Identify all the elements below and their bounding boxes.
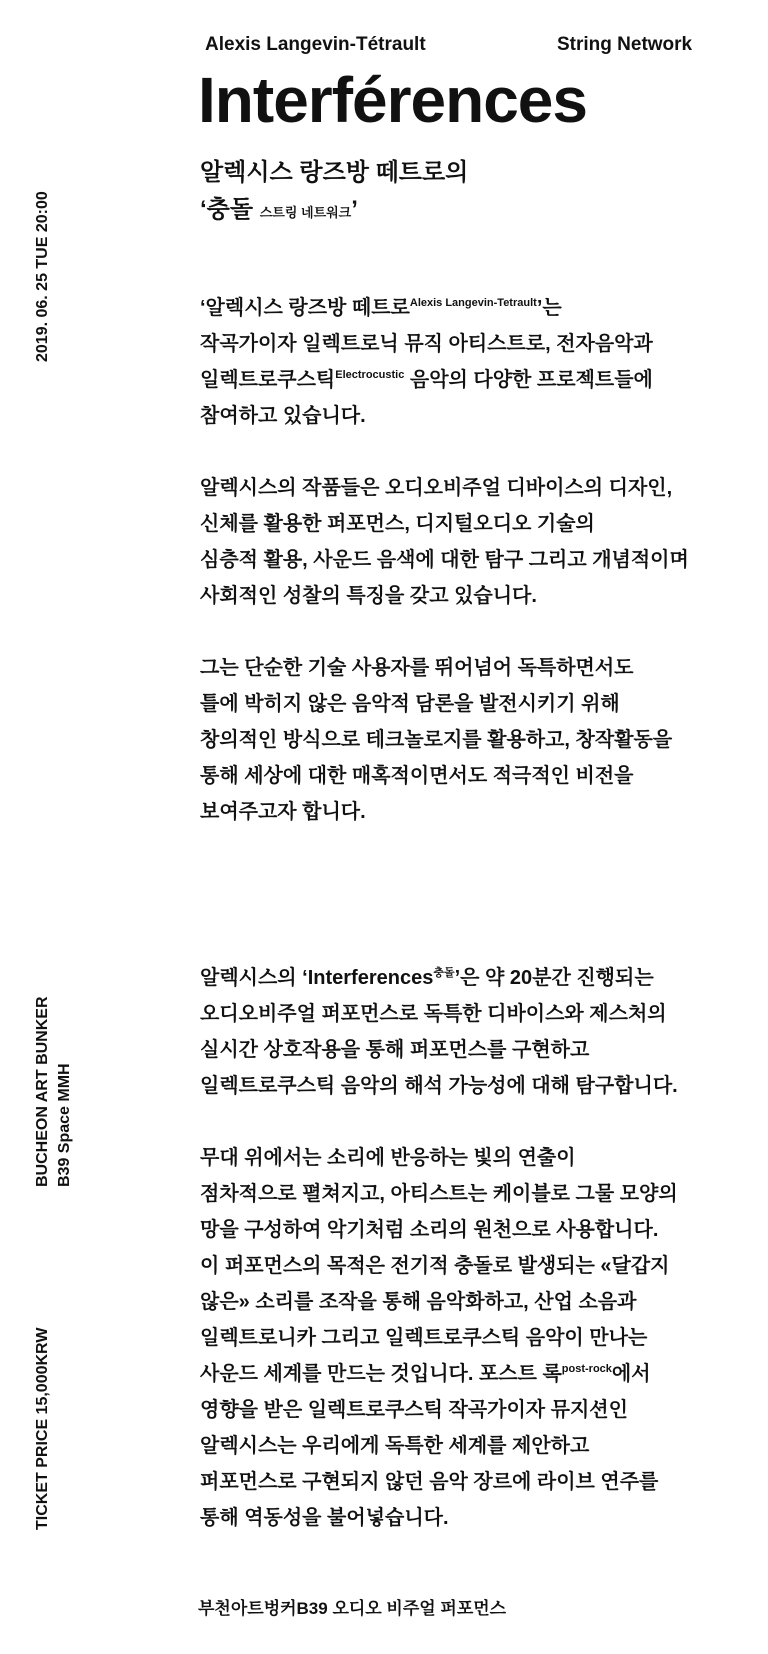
artist-name: Alexis Langevin-Tétrault bbox=[205, 34, 426, 55]
page-title: Interférences bbox=[198, 64, 587, 136]
superscript-note: 충돌 bbox=[433, 967, 455, 979]
paragraph-line bbox=[200, 960, 720, 996]
text-span: 일렉트로쿠스틱 bbox=[200, 369, 336, 391]
paragraph-line: 일렉트로쿠스틱 음악의 해석 가능성에 대해 탐구합니다. bbox=[200, 1075, 678, 1097]
paragraph-line: 점차적으로 펼쳐지고, 아티스트는 케이블로 그물 모양의 bbox=[200, 1183, 678, 1205]
korean-title: 알렉시스 랑즈방 떼트로의 bbox=[200, 159, 469, 186]
superscript-note: post-rock bbox=[561, 1363, 612, 1375]
text-span: ’는 bbox=[536, 297, 562, 319]
text-span: 에서 bbox=[611, 1363, 651, 1385]
paragraph-line: 보여주고자 합니다. bbox=[200, 801, 366, 823]
venue bbox=[32, 996, 76, 1187]
venue-line-2: B39 Space MMH bbox=[56, 1063, 73, 1187]
superscript-note: Electrocustic bbox=[335, 369, 405, 381]
paragraph-line bbox=[200, 1356, 720, 1392]
superscript-note: Alexis Langevin-Tetrault bbox=[409, 297, 537, 309]
paragraph-line: 신체를 활용한 퍼포먼스, 디지털오디오 기술의 bbox=[200, 513, 595, 535]
ticket-price: TICKET PRICE 15,000KRW bbox=[34, 1327, 51, 1530]
works-paragraph bbox=[200, 470, 720, 614]
performance-paragraph bbox=[200, 960, 720, 1104]
paragraph-line: 사회적인 성찰의 특징을 갖고 있습니다. bbox=[200, 585, 537, 607]
paragraph-line: 무대 위에서는 소리에 반응하는 빛의 연출이 bbox=[200, 1147, 576, 1169]
korean-subtitle-small: 스트링 네트워크 bbox=[259, 205, 352, 220]
paragraph-line: 작곡가이자 일렉트로닉 뮤직 아티스트로, 전자음악과 bbox=[200, 333, 653, 355]
paragraph-line: 창의적인 방식으로 테크놀로지를 활용하고, 창작활동을 bbox=[200, 729, 673, 751]
korean-subtitle bbox=[200, 194, 358, 229]
event-date: 2019. 06. 25 TUE 20:00 bbox=[34, 191, 51, 362]
paragraph-line: 영향을 받은 일렉트로쿠스틱 작곡가이자 뮤지션인 bbox=[200, 1399, 628, 1421]
vision-paragraph bbox=[200, 650, 720, 830]
text-span: ’은 약 20분간 진행되는 bbox=[454, 967, 654, 989]
paragraph-line: 일렉트로니카 그리고 일렉트로쿠스틱 음악이 만나는 bbox=[200, 1327, 648, 1349]
paragraph-line: 알렉시스의 작품들은 오디오비주얼 디바이스의 디자인, bbox=[200, 477, 673, 499]
footer-text: 부천아트벙커B39 오디오 비주얼 퍼포먼스 bbox=[198, 1599, 507, 1618]
paragraph-line: 알렉시스는 우리에게 독특한 세계를 제안하고 bbox=[200, 1435, 590, 1457]
paragraph-line: 참여하고 있습니다. bbox=[200, 405, 366, 427]
paragraph-line: 이 퍼포먼스의 목적은 전기적 충돌로 발생되는 «달갑지 bbox=[200, 1255, 670, 1277]
paragraph-line: 실시간 상호작용을 통해 퍼포먼스를 구현하고 bbox=[200, 1039, 590, 1061]
paragraph-line: 통해 세상에 대한 매혹적이면서도 적극적인 비전을 bbox=[200, 765, 634, 787]
paragraph-line: 오디오비주얼 퍼포먼스로 독특한 디바이스와 제스처의 bbox=[200, 1003, 667, 1025]
korean-subtitle-end: ’ bbox=[351, 196, 358, 223]
paragraph-line: 그는 단순한 기술 사용자를 뛰어넘어 독특하면서도 bbox=[200, 657, 634, 679]
venue-line-1: BUCHEON ART BUNKER bbox=[34, 996, 51, 1187]
paragraph-line: 틀에 박히지 않은 음악적 담론을 발전시키기 위해 bbox=[200, 693, 620, 715]
text-span: ‘알렉시스 랑즈방 떼트로 bbox=[200, 297, 410, 319]
intro-paragraph bbox=[200, 290, 720, 434]
paragraph-line: 않은» 소리를 조작을 통해 음악화하고, 산업 소음과 bbox=[200, 1291, 637, 1313]
korean-subtitle-main: ‘충돌 bbox=[200, 196, 254, 223]
paragraph-line bbox=[200, 290, 720, 326]
text-span: 사운드 세계를 만드는 것입니다. 포스트 록 bbox=[200, 1363, 562, 1385]
paragraph-line: 통해 역동성을 불어넣습니다. bbox=[200, 1507, 449, 1529]
stage-paragraph bbox=[200, 1140, 720, 1536]
project-name: String Network bbox=[557, 34, 693, 55]
paragraph-line: 심층적 활용, 사운드 음색에 대한 탐구 그리고 개념적이며 bbox=[200, 549, 689, 571]
text-span: 알렉시스의 ‘Interferences bbox=[200, 967, 434, 989]
paragraph-line bbox=[200, 362, 720, 398]
paragraph-line: 망을 구성하여 악기처럼 소리의 원천으로 사용합니다. bbox=[200, 1219, 659, 1241]
text-span: 음악의 다양한 프로젝트들에 bbox=[404, 369, 653, 391]
paragraph-line: 퍼포먼스로 구현되지 않던 음악 장르에 라이브 연주를 bbox=[200, 1471, 659, 1493]
